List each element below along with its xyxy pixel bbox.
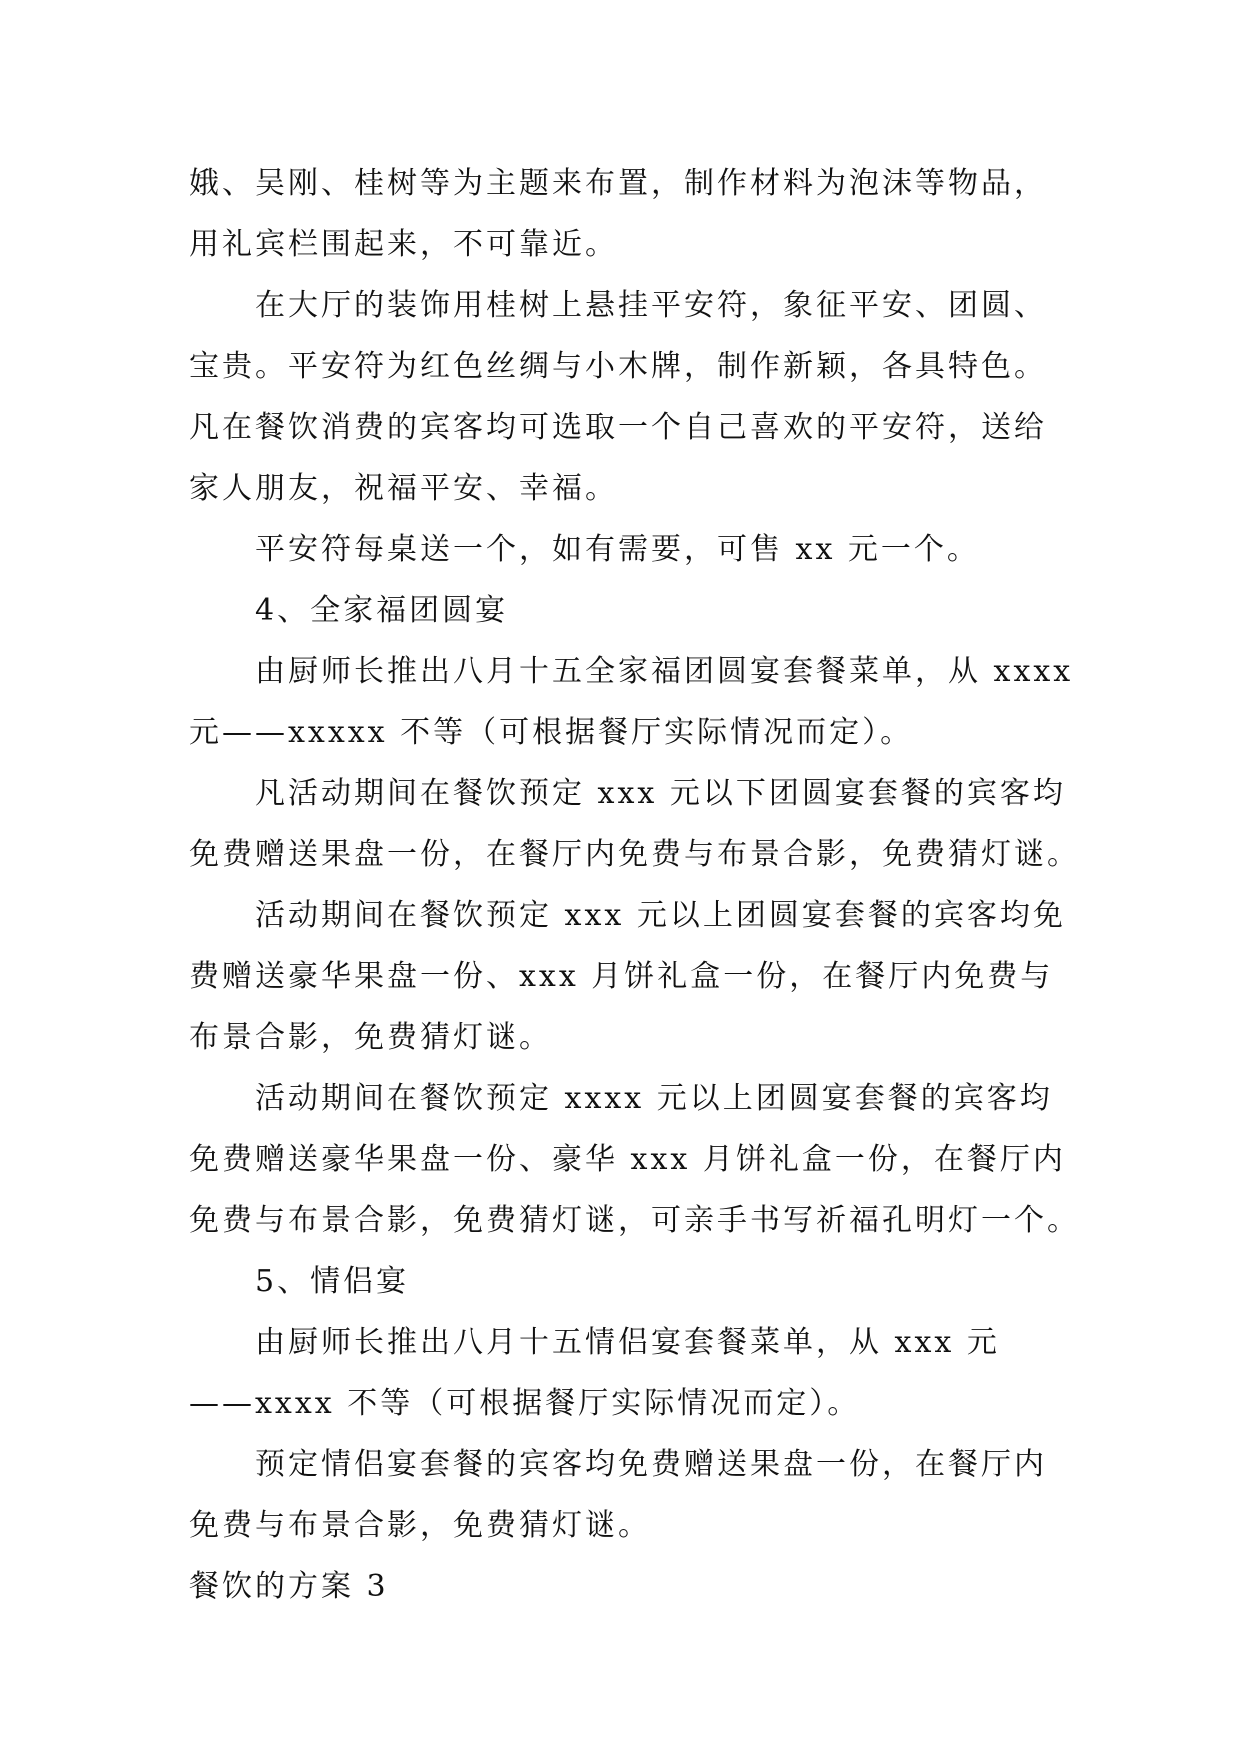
document-section-title: 餐饮的方案 3 bbox=[189, 1569, 389, 1604]
paragraph-line: 免费与布景合影，免费猜灯谜，可亲手书写祈福孔明灯一个。 bbox=[189, 1203, 1080, 1238]
paragraph-line: 平安符每桌送一个，如有需要，可售 xx 元一个。 bbox=[255, 532, 980, 567]
paragraph-line: 布景合影，免费猜灯谜。 bbox=[189, 1020, 552, 1055]
paragraph-line: 活动期间在餐饮预定 xxxx 元以上团圆宴套餐的宾客均 bbox=[255, 1081, 1053, 1116]
paragraph-line: 凡在餐饮消费的宾客均可选取一个自己喜欢的平安符，送给 bbox=[189, 410, 1047, 445]
paragraph-line: 家人朋友，祝福平安、幸福。 bbox=[189, 471, 618, 506]
section-heading: 4、全家福团圆宴 bbox=[255, 593, 509, 628]
paragraph-line: 免费赠送果盘一份，在餐厅内免费与布景合影，免费猜灯谜。 bbox=[189, 837, 1080, 872]
paragraph-line: 元——xxxxx 不等（可根据餐厅实际情况而定）。 bbox=[189, 715, 914, 750]
paragraph-line: 费赠送豪华果盘一份、xxx 月饼礼盒一份，在餐厅内免费与 bbox=[189, 959, 1054, 994]
paragraph-line: 预定情侣宴套餐的宾客均免费赠送果盘一份，在餐厅内 bbox=[255, 1447, 1047, 1482]
paragraph-line: 由厨师长推出八月十五情侣宴套餐菜单，从 xxx 元 bbox=[255, 1325, 1000, 1360]
paragraph-line: ——xxxx 不等（可根据餐厅实际情况而定）。 bbox=[189, 1386, 861, 1421]
paragraph-line: 活动期间在餐饮预定 xxx 元以上团圆宴套餐的宾客均免 bbox=[255, 898, 1066, 933]
section-heading: 5、情侣宴 bbox=[255, 1264, 410, 1299]
paragraph-line: 在大厅的装饰用桂树上悬挂平安符，象征平安、团圆、 bbox=[255, 288, 1047, 323]
paragraph-line: 凡活动期间在餐饮预定 xxx 元以下团圆宴套餐的宾客均 bbox=[255, 776, 1066, 811]
paragraph-line: 用礼宾栏围起来，不可靠近。 bbox=[189, 227, 618, 262]
paragraph-line: 由厨师长推出八月十五全家福团圆宴套餐菜单，从 xxxx bbox=[255, 654, 1074, 689]
paragraph-line: 免费与布景合影，免费猜灯谜。 bbox=[189, 1508, 651, 1543]
paragraph-line: 宝贵。平安符为红色丝绸与小木牌，制作新颖，各具特色。 bbox=[189, 349, 1047, 384]
paragraph-line: 娥、吴刚、桂树等为主题来布置，制作材料为泡沫等物品， bbox=[189, 166, 1047, 201]
paragraph-line: 免费赠送豪华果盘一份、豪华 xxx 月饼礼盒一份，在餐厅内 bbox=[189, 1142, 1066, 1177]
